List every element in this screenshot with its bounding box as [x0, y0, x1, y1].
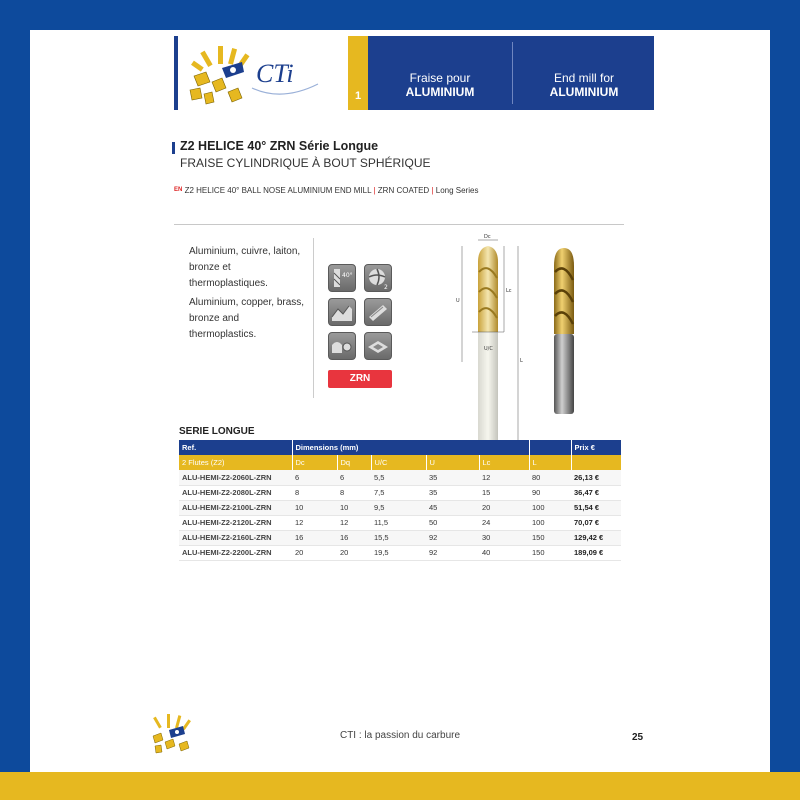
en-desc-2: ZRN COATED [377, 186, 430, 195]
table-row [179, 485, 621, 500]
en-desc-1: Z2 HELICE 40° BALL NOSE ALUMINIUM END MILL [184, 186, 372, 195]
cell-price: 129,42 € [571, 530, 621, 545]
cell-dc: 8 [292, 485, 337, 500]
table-header-row [179, 440, 621, 455]
banner-en-line1: End mill for [553, 71, 615, 85]
table-subheader-row [179, 455, 621, 470]
cell-dc: 12 [292, 515, 337, 530]
cell-l: 150 [529, 530, 571, 545]
series-title: SERIE LONGUE [179, 426, 255, 437]
cell-price: 26,13 € [571, 470, 621, 485]
table-row [179, 545, 621, 560]
cell-dq: 6 [337, 470, 371, 485]
subheader-group: 2 Flutes (Z2) [179, 455, 292, 470]
cell-l: 100 [529, 515, 571, 530]
cell-dq: 20 [337, 545, 371, 560]
u-label: U [456, 298, 460, 304]
cell-ref: ALU-HEMI-Z2-2100L-ZRN [179, 500, 292, 515]
en-sep-2: | [431, 186, 434, 195]
table-row [179, 500, 621, 515]
cell-lc: 12 [479, 470, 529, 485]
l-label: L [520, 358, 523, 364]
cell-l: 150 [529, 545, 571, 560]
table-row [179, 470, 621, 485]
catalog-page [30, 30, 770, 772]
header-dimensions: Dimensions (mm) [292, 440, 529, 455]
material-description [189, 244, 309, 346]
table-row [179, 530, 621, 545]
subheader-l: L [529, 455, 571, 470]
banner-french-title [374, 71, 506, 99]
page-number: 25 [632, 732, 644, 743]
subheader-lc: Lc [479, 455, 529, 470]
description-english: Aluminium, copper, brass, bronze and thermoplastics. [189, 297, 305, 340]
copy-milling-icon [328, 332, 356, 360]
cell-uc: 5,5 [371, 470, 426, 485]
subheader-dq: Dq [337, 455, 371, 470]
cell-ref: ALU-HEMI-Z2-2200L-ZRN [179, 545, 292, 560]
banner-en-line2: ALUMINIUM [549, 85, 619, 99]
product-table [179, 440, 622, 561]
header-spacer [529, 440, 571, 455]
cell-dc: 16 [292, 530, 337, 545]
banner-english-title [518, 71, 650, 99]
bottom-gold-bar [0, 772, 800, 800]
cell-price: 36,47 € [571, 485, 621, 500]
cell-lc: 30 [479, 530, 529, 545]
cell-u: 92 [426, 530, 479, 545]
two-flutes-icon [364, 264, 392, 292]
cell-l: 80 [529, 470, 571, 485]
cell-lc: 15 [479, 485, 529, 500]
cell-uc: 15,5 [371, 530, 426, 545]
cell-lc: 40 [479, 545, 529, 560]
cell-lc: 20 [479, 500, 529, 515]
cell-u: 35 [426, 485, 479, 500]
footer-tagline: CTI : la passion du carbure [339, 730, 461, 741]
cell-uc: 9,5 [371, 500, 426, 515]
cell-uc: 11,5 [371, 515, 426, 530]
flutes-count-label: 2 [384, 284, 388, 291]
cti-logo [182, 42, 322, 108]
product-title: Z2 HELICE 40° ZRN Série Longue [180, 139, 379, 153]
table-row [179, 515, 621, 530]
cell-l: 90 [529, 485, 571, 500]
cell-dq: 8 [337, 485, 371, 500]
subheader-u: U [426, 455, 479, 470]
cell-dc: 20 [292, 545, 337, 560]
tool-schematic-drawing [448, 232, 528, 454]
cell-lc: 24 [479, 515, 529, 530]
subheader-blank [571, 455, 621, 470]
cell-price: 189,09 € [571, 545, 621, 560]
cell-l: 100 [529, 500, 571, 515]
cell-dq: 10 [337, 500, 371, 515]
cell-price: 70,07 € [571, 515, 621, 530]
title-marker [172, 142, 175, 154]
header-price: Prix € [571, 440, 621, 455]
banner-divider [512, 42, 513, 104]
english-description-line [174, 186, 478, 195]
banner-fr-line2: ALUMINIUM [405, 85, 475, 99]
description-divider [313, 238, 314, 398]
pocket-milling-icon [364, 332, 392, 360]
section-number: 1 [354, 90, 362, 102]
cell-price: 51,54 € [571, 500, 621, 515]
cell-dq: 12 [337, 515, 371, 530]
3d-profiling-icon [328, 298, 356, 326]
lc-label: Lc [506, 288, 512, 294]
header-banner [174, 36, 654, 110]
cell-u: 92 [426, 545, 479, 560]
en-desc-3: Long Series [435, 186, 479, 195]
dc-label: Dc [484, 234, 491, 240]
helix-angle-icon [328, 264, 356, 292]
cell-dc: 10 [292, 500, 337, 515]
table-body [179, 470, 621, 560]
tool-photo [546, 246, 582, 416]
subheader-uc: U/C [371, 455, 426, 470]
cell-ref: ALU-HEMI-Z2-2080L-ZRN [179, 485, 292, 500]
cell-dq: 16 [337, 530, 371, 545]
subheader-dc: Dc [292, 455, 337, 470]
cell-u: 45 [426, 500, 479, 515]
banner-fr-line1: Fraise pour [409, 71, 471, 85]
cell-ref: ALU-HEMI-Z2-2160L-ZRN [179, 530, 292, 545]
banner-left-rule [174, 36, 178, 110]
cell-u: 35 [426, 470, 479, 485]
en-sep-1: | [373, 186, 376, 195]
cell-dc: 6 [292, 470, 337, 485]
logo-wordmark: CTi [256, 59, 294, 88]
uc-label: U/C [484, 346, 493, 352]
en-tag: EN [174, 187, 183, 193]
product-subtitle: FRAISE CYLINDRIQUE À BOUT SPHÉRIQUE [180, 156, 431, 170]
section-divider [174, 224, 624, 225]
cell-uc: 19,5 [371, 545, 426, 560]
header-ref: Ref. [179, 440, 292, 455]
cell-ref: ALU-HEMI-Z2-2060L-ZRN [179, 470, 292, 485]
description-french: Aluminium, cuivre, laiton, bronze et thermoplastiques. [189, 246, 301, 289]
cell-u: 50 [426, 515, 479, 530]
cell-ref: ALU-HEMI-Z2-2120L-ZRN [179, 515, 292, 530]
cell-uc: 7,5 [371, 485, 426, 500]
helix-angle-label: 40° [342, 272, 353, 279]
zrn-coating-badge: ZRN [328, 370, 392, 388]
surface-finishing-icon [364, 298, 392, 326]
